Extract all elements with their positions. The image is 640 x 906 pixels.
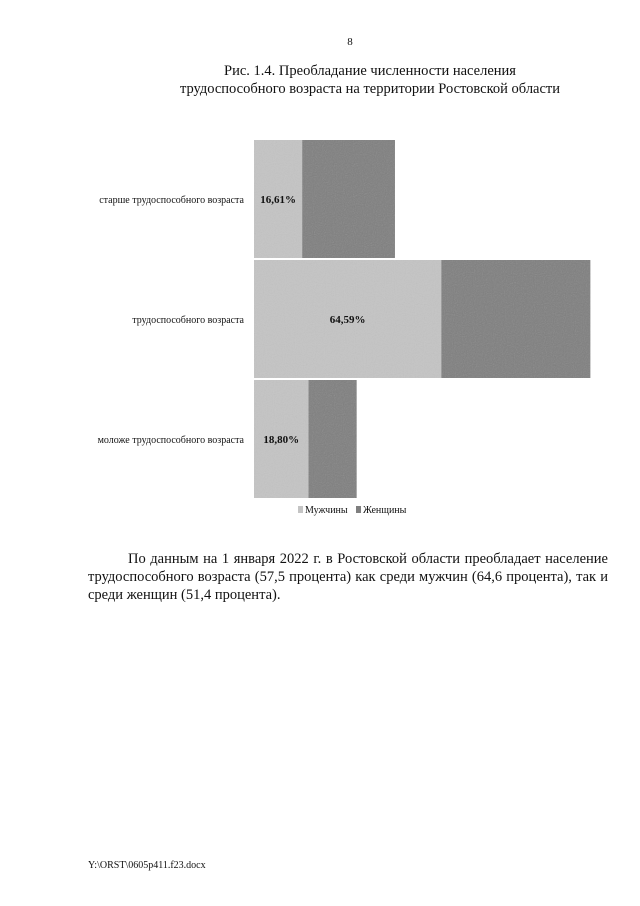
category-label-2: моложе трудоспособного возраста — [97, 435, 244, 446]
figure-caption — [160, 62, 580, 98]
legend-label-women: Женщины — [363, 505, 407, 516]
footer-file-path: Y:\ORST\0605p411.f23.docx — [88, 860, 206, 871]
figure-caption-line-1: Рис. 1.4. Преобладание численности населения — [224, 63, 516, 79]
stacked-bar-chart — [0, 130, 640, 530]
bar-women-0 — [302, 140, 395, 258]
bar-women-2 — [309, 380, 357, 498]
chart-category-labels — [98, 195, 245, 446]
legend-label-men: Мужчины — [305, 505, 348, 516]
chart-legend — [298, 505, 407, 516]
legend-swatch-men — [298, 506, 303, 513]
chart-bars — [254, 140, 590, 498]
bar-women-1 — [441, 260, 590, 378]
bar-value-label-1: 64,59% — [329, 314, 366, 326]
legend-swatch-women — [356, 506, 361, 513]
page-number: 8 — [347, 36, 353, 48]
bar-value-label-0: 16,61% — [260, 194, 296, 206]
bar-value-label-2: 18,80% — [263, 434, 300, 446]
category-label-0: старше трудоспособного возраста — [99, 195, 244, 206]
category-label-1: трудоспособного возраста — [132, 315, 244, 326]
body-paragraph: По данным на 1 января 2022 г. в Ростовской области преобладает население трудоспособного возраста (57,5 процента) как среди мужчин (64,6 процента), так и среди женщин (51,4 процента). — [88, 551, 608, 603]
figure-caption-line-2: трудоспособного возраста на территории Ростовской области — [179, 81, 561, 97]
